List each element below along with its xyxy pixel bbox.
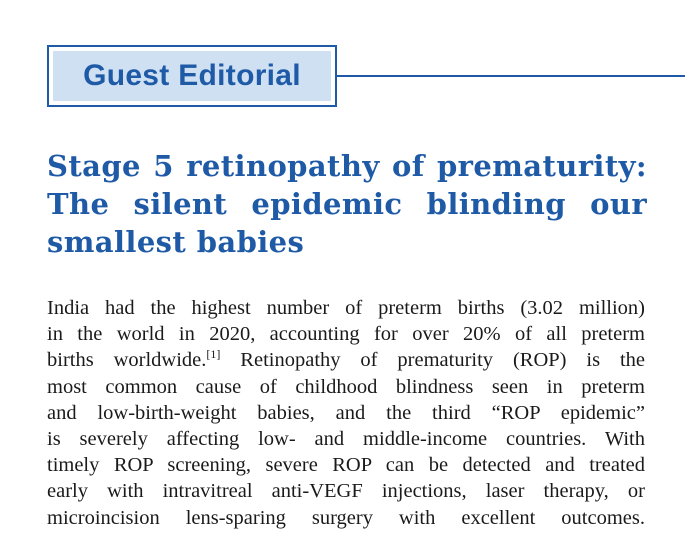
- body-line-9: microincision lens-sparing surgery with excellent outcomes.: [47, 506, 645, 529]
- body-line-2: in the world in 2020, accounting for over 20% of all preterm: [47, 323, 645, 346]
- section-header-fill: [53, 51, 331, 101]
- body-line-3: [47, 347, 645, 373]
- body-line-1: India had the highest number of preterm births (3.02 million): [47, 297, 645, 319]
- body-line-5: and low-birth-weight babies, and the third “ROP epidemic”: [47, 401, 645, 424]
- citation-1[interactable]: [1]: [206, 347, 221, 362]
- section-header-box: [47, 45, 337, 107]
- body-line-6: is severely affecting low- and middle-income countries. With: [47, 428, 645, 451]
- section-label: Guest Editorial: [83, 59, 301, 92]
- body-line-4: most common cause of childhood blindness seen in preterm: [47, 375, 645, 398]
- title-line-2: The silent epidemic blinding our: [47, 187, 647, 221]
- body-line-7: timely ROP screening, severe ROP can be detected and treated: [47, 454, 645, 477]
- article-body-paragraph: [47, 295, 645, 531]
- section-divider-rule: [337, 75, 685, 77]
- title-line-1: Stage 5 retinopathy of prematurity:: [47, 149, 647, 183]
- article-title: [47, 147, 647, 261]
- body-line-3-post: Retinopathy of prematurity (ROP) is the: [220, 349, 645, 372]
- body-line-3-pre: births worldwide.: [47, 349, 207, 372]
- body-line-8: early with intravitreal anti-VEGF injections, laser therapy, or: [47, 480, 645, 503]
- title-line-3: smallest babies: [47, 225, 305, 259]
